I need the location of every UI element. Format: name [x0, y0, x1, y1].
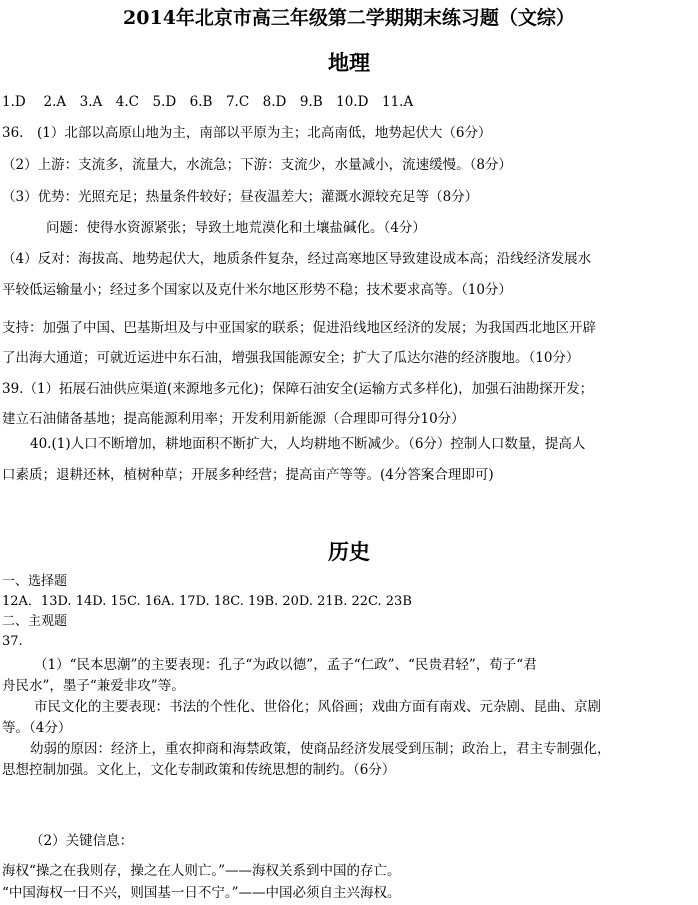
geography-heading: 地理 — [328, 50, 370, 75]
q37-number: 37. — [2, 634, 23, 649]
document-title: 2014年北京市高三年级第二学期期末练习题（文综） — [123, 7, 575, 29]
q37-reason-line2: 思想控制加强。文化上，文化专制政策和传统思想的制约。（6分） — [2, 762, 396, 778]
history-heading: 历史 — [328, 539, 370, 564]
q37-culture-line2: 等。（4分） — [2, 720, 72, 736]
q36-part4-line1: （4）反对：海拔高、地势起伏大，地质条件复杂，经过高寒地区导致建设成本高；沿线经济发展水 — [2, 251, 592, 267]
q36-part3: （3）优势：光照充足；热量条件较好；昼夜温差大；灌溉水源较充足等（8分） — [2, 189, 479, 205]
history-section2: 二、主观题 — [2, 614, 68, 629]
q36-part2: （2）上游：支流多，流量大，水流急；下游：支流少，水量减小，流速缓慢。（8分） — [2, 157, 512, 173]
q37-culture-line1: 市民文化的主要表现：书法的个性化、世俗化；风俗画；戏曲方面有南戏、元杂剧、昆曲、京剧 — [34, 699, 601, 715]
geography-choice-answers: 1.D 2.A 3.A 4.C 5.D 6.B 7.C 8.D 9.B 10.D 11.A — [2, 94, 414, 110]
q39-line1: 39.（1）拓展石油供应渠道(来源地多元化)；保障石油安全(运输方式多样化)，加强石油勘探开发； — [2, 381, 594, 397]
quote-line2: “中国海权一日不兴，则国基一日不宁。”——中国必须自主兴海权。 — [2, 885, 401, 901]
support-line1: 支持：加强了中国、巴基斯坦及与中亚国家的联系；促进沿线地区经济的发展；为我国西北地区开辟 — [2, 320, 596, 336]
q37-part1-line2: 舟民水”，墨子“兼爱非攻”等。 — [2, 678, 185, 694]
q37-part1-line1: （1）“民本思潮”的主要表现：孔子“为政以德”，孟子“仁政”、“民贵君轻”，荀子“君 — [34, 657, 537, 673]
q36-part1: 36. (1）北部以高原山地为主，南部以平原为主；北高南低，地势起伏大（6分） — [2, 125, 492, 141]
support-line2: 了出海大通道；可就近运进中东石油，增强我国能源安全；扩大了瓜达尔港的经济腹地。（10分） — [2, 350, 580, 366]
q36-part3-problem: 问题：使得水资源紧张；导致土地荒漠化和土壤盐碱化。（4分） — [46, 220, 426, 236]
q37-reason-line1: 幼弱的原因：经济上，重农抑商和海禁政策，使商品经济发展受到压制；政治上，君主专制强化， — [30, 741, 611, 757]
history-section1: 一、选择题 — [2, 574, 68, 589]
q40-line2: 口素质；退耕还林，植树种草；开展多种经营；提高亩产等等。(4分答案合理即可) — [2, 467, 494, 483]
q37-part2-heading: （2）关键信息： — [30, 833, 134, 849]
q39-line2: 建立石油储备基地；提高能源利用率；开发利用新能源（合理即可得分10分） — [2, 411, 465, 427]
quote-line1: 海权“操之在我则存，操之在人则亡。”——海权关系到中国的存亡。 — [2, 863, 401, 879]
q36-part4-line2: 平较低运输量小；经过多个国家以及克什米尔地区形势不稳；技术要求高等。（10分） — [2, 282, 512, 298]
q40-line1: 40.(1)人口不断增加，耕地面积不断扩大，人均耕地不断减少。（6分）控制人口数量，提高人 — [30, 436, 586, 452]
history-choice-answers: 12A．13D. 14D. 15C. 16A. 17D. 18C. 19B. 20D. 21B. 22C. 23B — [2, 594, 412, 609]
